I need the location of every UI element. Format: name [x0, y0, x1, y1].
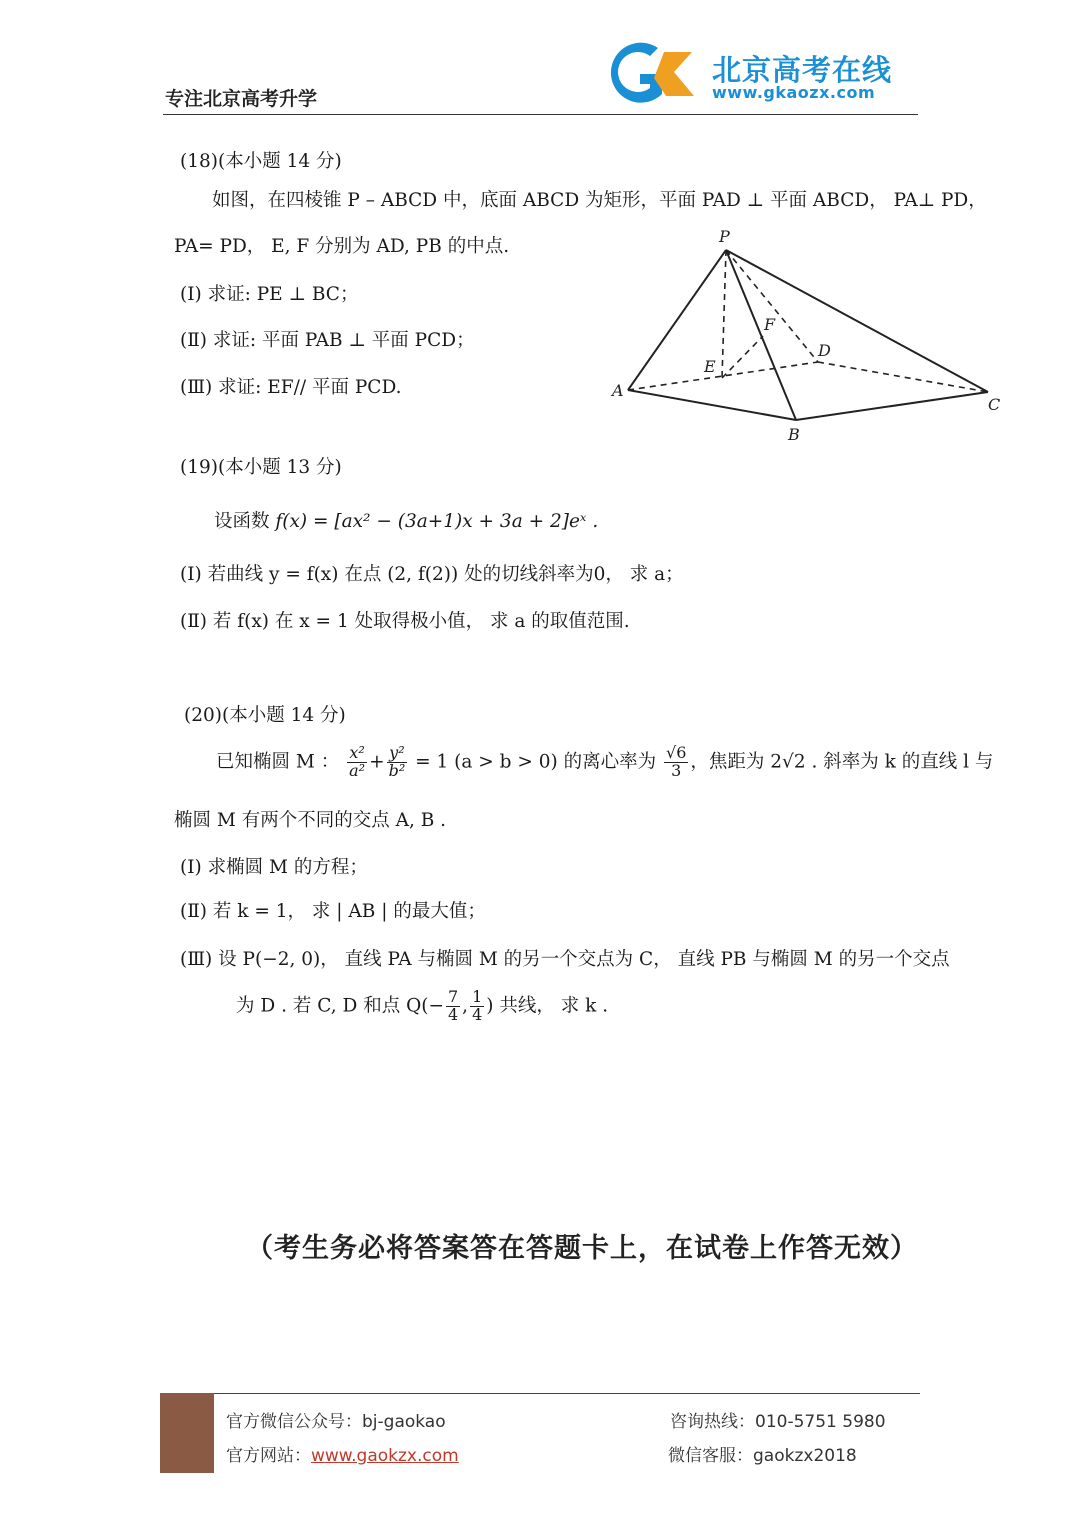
label-A: A: [612, 381, 624, 400]
brand-logo-icon: [600, 38, 700, 106]
q20-intro-suffix: ，焦距为 2√2 . 斜率为 k 的直线 l 与: [690, 751, 994, 773]
eccentricity-fraction: $\frac{√6}{3}$: [666, 743, 687, 780]
edge-PB: [726, 250, 796, 420]
footer-wechat: 官方微信公众号：bj-gaokao: [226, 1412, 446, 1432]
q18-part-3: (Ⅲ) 求证: EF// 平面 PCD.: [180, 377, 402, 398]
brand-url: www.gkaozx.com: [712, 83, 876, 102]
segment-PE: [722, 250, 726, 378]
label-C: C: [988, 395, 1001, 414]
label-E: E: [704, 357, 716, 376]
segment-EF: [722, 336, 763, 378]
q19-definition: [214, 511, 598, 533]
q19-title: (19)(本小题 13 分): [180, 457, 342, 478]
footer-site: [226, 1441, 459, 1466]
label-P: P: [719, 227, 730, 246]
q19-def-formula: f(x) = [ax² − (3a+1)x + 3a + 2]eˣ .: [275, 511, 599, 532]
q18-intro-1: 如图，在四棱锥 P – ABCD 中，底面 ABCD 为矩形，平面 PAD ⊥ 平面 ABCD， PA⊥ PD，: [212, 190, 987, 211]
q20-intro-prefix: 已知椭圆 M ：: [216, 751, 340, 773]
q20-title: (20)(本小题 14 分): [184, 705, 346, 726]
point-q-y-fraction: $\frac{1}{4}$: [472, 987, 483, 1024]
header-slogan: 专注北京高考升学: [165, 88, 318, 110]
q18-part-2: (Ⅱ) 求证: 平面 PAB ⊥ 平面 PCD；: [180, 330, 475, 351]
brand-name: 北京高考在线: [712, 53, 893, 87]
q18-title: (18)(本小题 14 分): [180, 151, 342, 172]
q20-part-3b-suffix: ) 共线， 求 k .: [486, 995, 609, 1017]
footer-hotline: 咨询热线：010-5751 5980: [670, 1412, 886, 1432]
q19-part-1: (Ⅰ) 若曲线 y = f(x) 在点 (2, f(2)) 处的切线斜率为0， 求 a；: [180, 564, 684, 585]
q20-part-3b: [236, 989, 608, 1024]
footer-site-label: 官方网站：: [226, 1446, 311, 1466]
point-q-x-fraction: $\frac{7}{4}$: [447, 987, 459, 1024]
edge-PD: [726, 250, 818, 362]
label-B: B: [788, 425, 800, 444]
q19-part-2: (Ⅱ) 若 f(x) 在 x = 1 处取得极小值， 求 a 的取值范围.: [180, 611, 630, 632]
q20-part-3: (Ⅲ) 设 P(−2, 0)， 直线 PA 与椭圆 M 的另一个交点为 C， 直线 PB 与椭圆 M 的另一个交点: [180, 949, 950, 970]
ellipse-y-fraction: $\frac{\text{y²}}{\text{b²}}$: [388, 743, 406, 780]
ellipse-x-fraction: $\frac{\text{x²}}{\text{a²}}$: [349, 743, 366, 780]
q20-part-1: (Ⅰ) 求椭圆 M 的方程；: [180, 857, 368, 878]
plus-sign: +: [369, 751, 385, 773]
pyramid-figure: [600, 222, 1020, 452]
edge-AB: [628, 390, 796, 420]
exam-notice: （考生务必将答案答在答题卡上，在试卷上作答无效）: [246, 1233, 918, 1264]
comma: ,: [462, 995, 469, 1017]
footer-color-block: [160, 1393, 214, 1473]
edge-BC: [796, 392, 988, 420]
q20-intro-2: 椭圆 M 有两个不同的交点 A, B .: [174, 810, 447, 831]
q18-intro-2: PA= PD， E, F 分别为 AD, PB 的中点.: [174, 236, 510, 257]
q20-intro-1: [216, 745, 993, 780]
footer-service: 微信客服：gaokzx2018: [668, 1446, 857, 1466]
footer-divider: [214, 1393, 920, 1394]
q20-part-2: (Ⅱ) 若 k = 1， 求 | AB | 的最大值；: [180, 901, 486, 922]
footer-site-link[interactable]: www.gaokzx.com: [311, 1446, 459, 1466]
q18-part-1: (Ⅰ) 求证: PE ⊥ BC；: [180, 284, 359, 305]
edge-DC: [818, 362, 988, 392]
q20-part-3b-prefix: 为 D . 若 C, D 和点 Q(−: [236, 995, 444, 1017]
label-D: D: [818, 341, 831, 360]
q20-eq-condition: = 1 (a > b > 0) 的离心率为: [415, 751, 657, 773]
label-F: F: [764, 315, 776, 334]
q19-def-prefix: 设函数: [214, 511, 276, 532]
header-divider: [163, 114, 918, 115]
